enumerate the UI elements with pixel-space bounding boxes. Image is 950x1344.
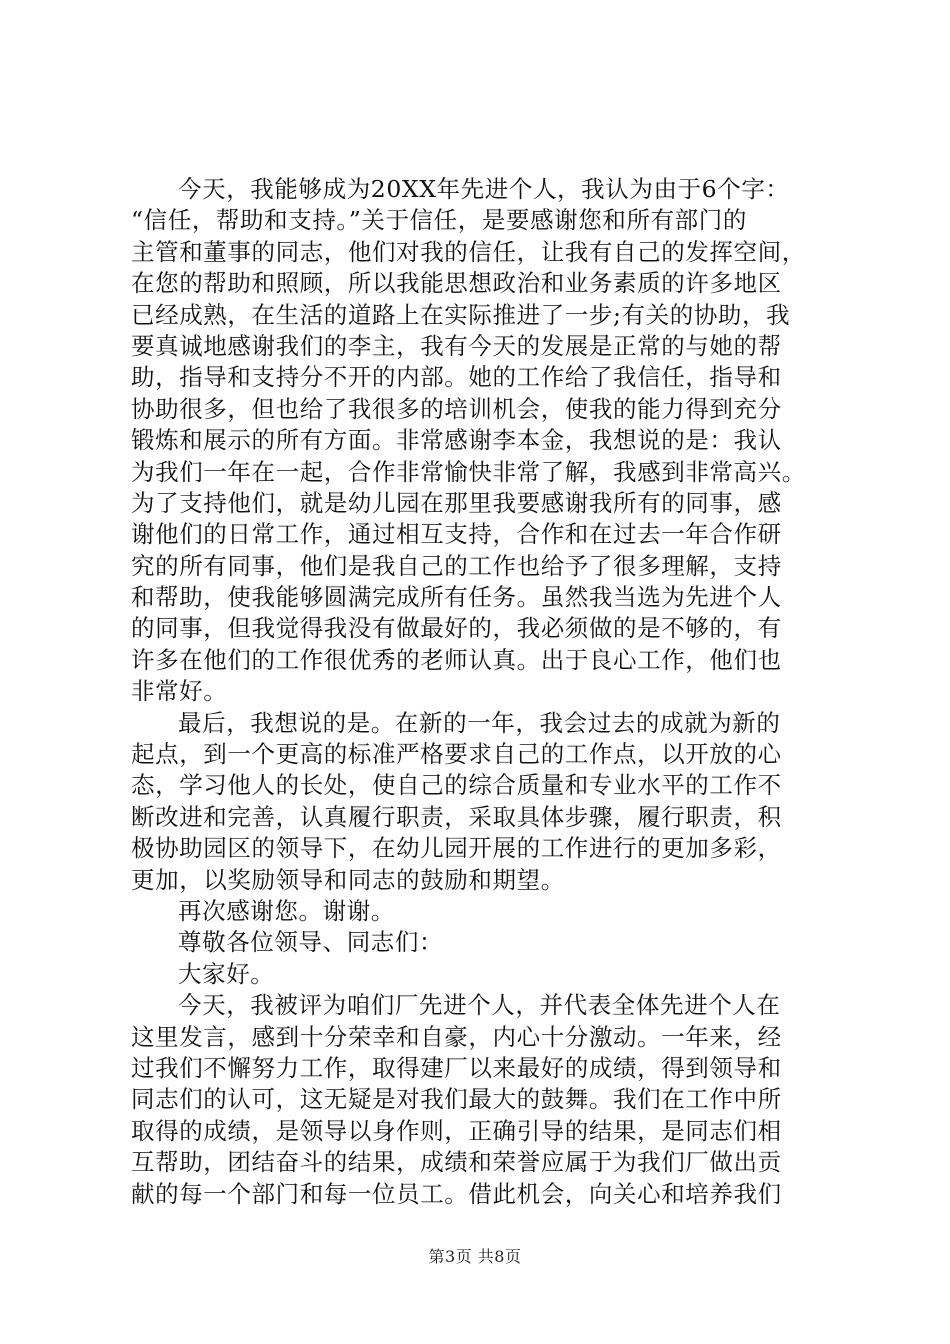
text-line: 的同事，但我觉得我没有做最好的，我必须做的是不够的，有 <box>131 614 782 643</box>
text-line: 过我们不懈努力工作，取得建厂以来最好的成绩，得到领导和 <box>131 1053 782 1082</box>
text-line: 许多在他们的工作很优秀的老师认真。出于良心工作，他们也 <box>131 645 782 674</box>
text-line: 再次感谢您。谢谢。 <box>178 896 395 925</box>
text-line: 极协助园区的领导下，在幼儿园开展的工作进行的更加多彩， <box>131 834 782 863</box>
text-line: 断改进和完善，认真履行职责，采取具体步骤，履行职责，积 <box>131 802 782 831</box>
text-line: 锻炼和展示的所有方面。非常感谢李本金，我想说的是：我认 <box>131 426 782 455</box>
text-line: 助，指导和支持分不开的内部。她的工作给了我信任，指导和 <box>131 363 782 392</box>
text-line: 尊敬各位领导、同志们： <box>178 928 444 957</box>
text-line: 取得的成绩，是领导以身作则，正确引导的结果，是同志们相 <box>131 1116 782 1145</box>
text-line: “信任，帮助和支持。”关于信任，是要感谢您和所有部门的 <box>131 206 747 235</box>
text-line: 和帮助，使我能够圆满完成所有任务。虽然我当选为先进个人 <box>131 583 782 612</box>
text-line: 谢他们的日常工作，通过相互支持，合作和在过去一年合作研 <box>131 520 782 549</box>
text-line: 为了支持他们，就是幼儿园在那里我要感谢我所有的同事，感 <box>131 488 782 517</box>
text-line: 协助很多，但也给了我很多的培训机会，使我的能力得到充分 <box>131 394 782 423</box>
text-line: 互帮助，团结奋斗的结果，成绩和荣誉应属于为我们厂做出贡 <box>131 1148 782 1177</box>
text-line: 大家好。 <box>178 959 275 988</box>
text-line: 主管和董事的同志，他们对我的信任，让我有自己的发挥空间， <box>131 237 806 266</box>
text-line: 同志们的认可，这无疑是对我们最大的鼓舞。我们在工作中所 <box>131 1085 782 1114</box>
body-text <box>131 174 841 1210</box>
text-line: 已经成熟，在生活的道路上在实际推进了一步;有关的协助，我 <box>131 300 791 329</box>
text-line: 态，学习他人的长处，使自己的综合质量和专业水平的工作不 <box>131 771 782 800</box>
text-line: 起点，到一个更高的标准严格要求自己的工作点，以开放的心 <box>131 740 782 769</box>
text-line: 非常好。 <box>131 677 228 706</box>
text-line: 献的每一个部门和每一位员工。借此机会，向关心和培养我们 <box>131 1179 782 1208</box>
text-line: 要真诚地感谢我们的李主，我有今天的发展是正常的与她的帮 <box>131 331 782 360</box>
page-footer: 第3页 共8页 <box>428 1247 522 1266</box>
text-line: 究的所有同事，他们是我自己的工作也给予了很多理解，支持 <box>131 551 782 580</box>
text-line: 今天，我被评为咱们厂先进个人，并代表全体先进个人在 <box>178 991 781 1020</box>
text-line: 今天，我能够成为20XX年先进个人，我认为由于6个字： <box>178 175 790 203</box>
text-line: 最后，我想说的是。在新的一年，我会过去的成就为新的 <box>178 708 781 737</box>
text-line: 为我们一年在一起，合作非常愉快非常了解，我感到非常高兴。 <box>131 457 806 486</box>
text-line: 更加，以奖励领导和同志的鼓励和期望。 <box>131 865 565 894</box>
text-line: 这里发言，感到十分荣幸和自豪，内心十分激动。一年来，经 <box>131 1022 782 1051</box>
text-line: 在您的帮助和照顾，所以我能思想政治和业务素质的许多地区 <box>131 269 782 298</box>
